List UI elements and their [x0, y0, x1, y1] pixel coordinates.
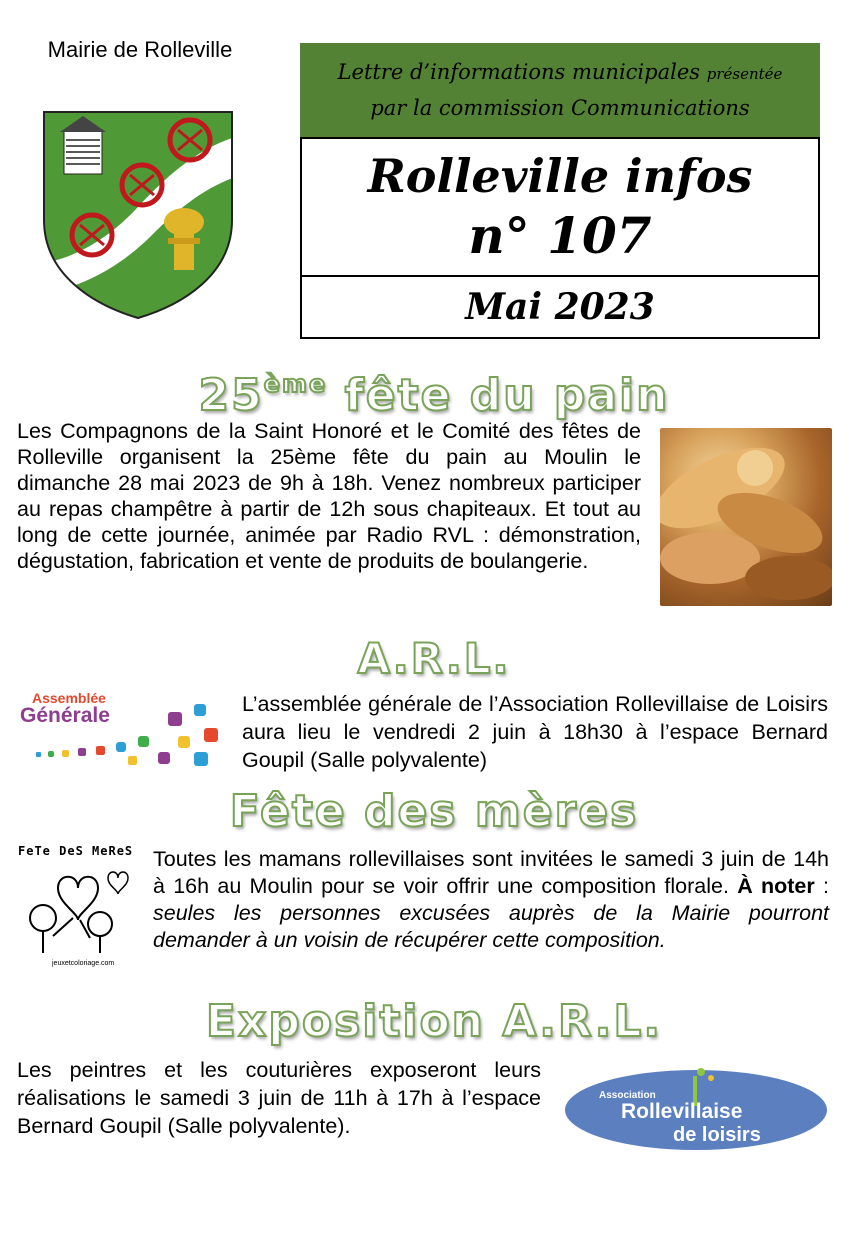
drawing-title: FeTe DeS MeReS	[18, 844, 134, 858]
assemblee-logo-line1: Assemblée	[32, 690, 106, 706]
newsletter-title: Rolleville infos	[367, 149, 753, 203]
logo-line-2: de loisirs	[673, 1124, 761, 1146]
note-text: seules les personnes excusées auprès de la Mairie pourront demander à un voisin de récupérer cette composition.	[153, 901, 829, 952]
section-title-pain: 25ème fête du pain	[198, 370, 670, 421]
issue-number: n° 107	[468, 206, 652, 265]
assemblee-logo-line2: Générale	[20, 704, 110, 727]
title-box	[300, 137, 820, 277]
assemblee-generale-logo	[18, 690, 228, 775]
pain-paragraph: Les Compagnons de la Saint Honoré et le Comité des fêtes de Rolleville organisent la 25ème fête du pain au Moulin le dimanche 28 mai 2023 de 9h à 18h. Venez nombreux participer au repas champêtre à partir de 12h sous chapiteaux. Et tout au long de cette journée, animée par Radio RVL : démonstration, dégustation, fabrication et vente de produits de boulangerie.	[17, 419, 641, 573]
meres-paragraph: Toutes les mamans rollevillaises sont invitées le samedi 3 juin de 14h à 16h au Moulin pour se voir offrir une composition florale. À noter : seules les personnes excusées auprès de la Mairie pourront demander à un voisin de récupérer cette composition.	[153, 847, 830, 952]
banner-line-2: par la commission Communications	[370, 96, 750, 120]
drawing-credit: jeuxetcoloriage.com	[52, 960, 115, 967]
logo-line-1: Rollevillaise	[621, 1100, 743, 1123]
banner-line-1: Lettre d’informations municipales	[337, 60, 701, 84]
meres-text: Toutes les mamans rollevillaises sont invitées le samedi 3 juin de 14h à 16h au Moulin pour se voir offrir une composition florale.	[153, 847, 829, 898]
logo-association-label: Association	[599, 1090, 656, 1101]
note-label: À noter	[737, 874, 815, 898]
banner-line-1-small: présentée	[706, 65, 783, 83]
mairie-label: Mairie de Rolleville	[47, 37, 233, 62]
newsletter-banner	[300, 43, 820, 137]
arl-association-logo	[563, 1062, 829, 1152]
section-title-meres: Fête des mères	[229, 786, 639, 837]
bread-photo	[660, 428, 832, 606]
section-title-expo: Exposition A.R.L.	[205, 996, 663, 1047]
expo-paragraph: Les peintres et les couturières exposeront leurs réalisations le samedi 3 juin de 11h à 17h à l’espace Bernard Goupil (Salle polyvalente).	[17, 1058, 541, 1138]
arl-paragraph: L’assemblée générale de l’Association Rollevillaise de Loisirs aura lieu le vendredi 2 juin à 18h30 à l’espace Bernard Goupil (Salle polyvalente)	[242, 692, 828, 772]
coat-of-arms-logo	[42, 110, 234, 320]
fete-des-meres-drawing	[18, 844, 136, 972]
issue-date: Mai 2023	[300, 277, 820, 339]
section-title-arl: A.R.L.	[357, 634, 511, 683]
